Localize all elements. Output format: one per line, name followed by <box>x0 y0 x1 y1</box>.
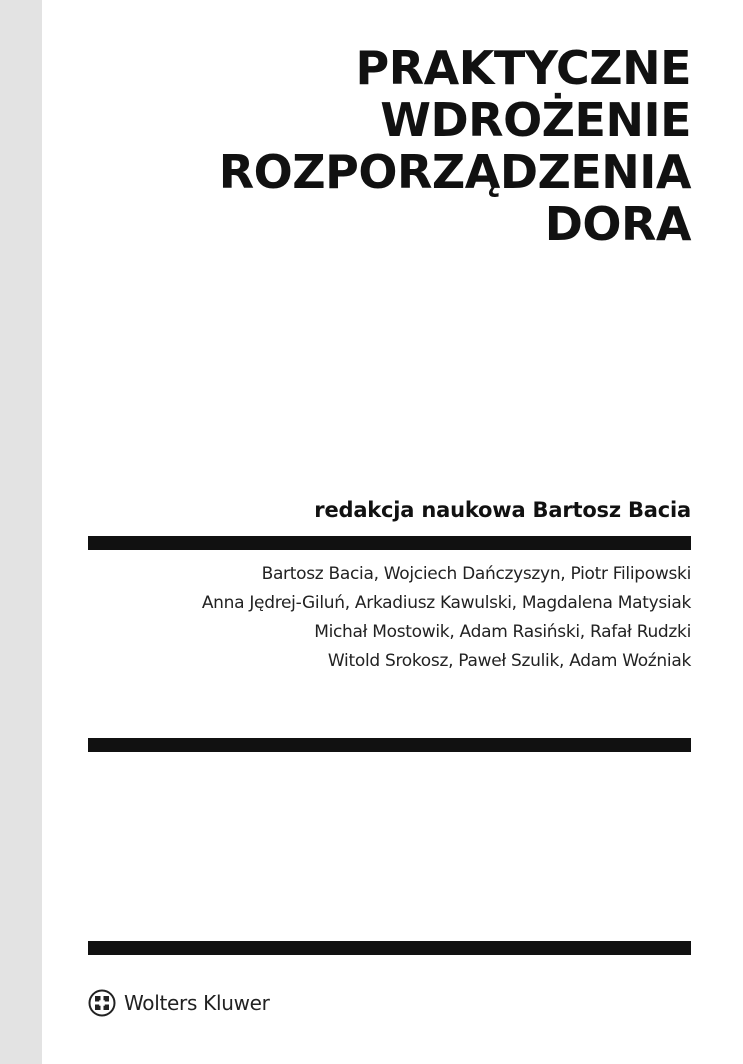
title-line: ROZPORZĄDZENIA <box>218 145 691 199</box>
title-line: DORA <box>544 197 691 251</box>
publisher-brand <box>88 987 270 1019</box>
divider-bar <box>88 941 691 955</box>
authors-list <box>202 560 691 676</box>
author-line: Anna Jędrej-Giluń, Arkadiusz Kawulski, Magdalena Matysiak <box>201 593 691 613</box>
title-line: WDROŻENIE <box>380 93 691 147</box>
wolters-kluwer-logo-icon <box>88 989 116 1017</box>
editor-credit: redakcja naukowa Bartosz Bacia <box>314 498 691 522</box>
publisher-name: Wolters Kluwer <box>124 991 270 1015</box>
divider-bar <box>88 738 691 752</box>
author-line: Witold Srokosz, Paweł Szulik, Adam Woźniak <box>327 651 691 671</box>
divider-bar <box>88 536 691 550</box>
author-line: Michał Mostowik, Adam Rasiński, Rafał Rudzki <box>314 622 691 642</box>
author-line: Bartosz Bacia, Wojciech Dańczyszyn, Piotr Filipowski <box>261 564 691 584</box>
book-title <box>219 42 691 250</box>
book-spine <box>0 0 42 1064</box>
title-line: PRAKTYCZNE <box>355 41 691 95</box>
